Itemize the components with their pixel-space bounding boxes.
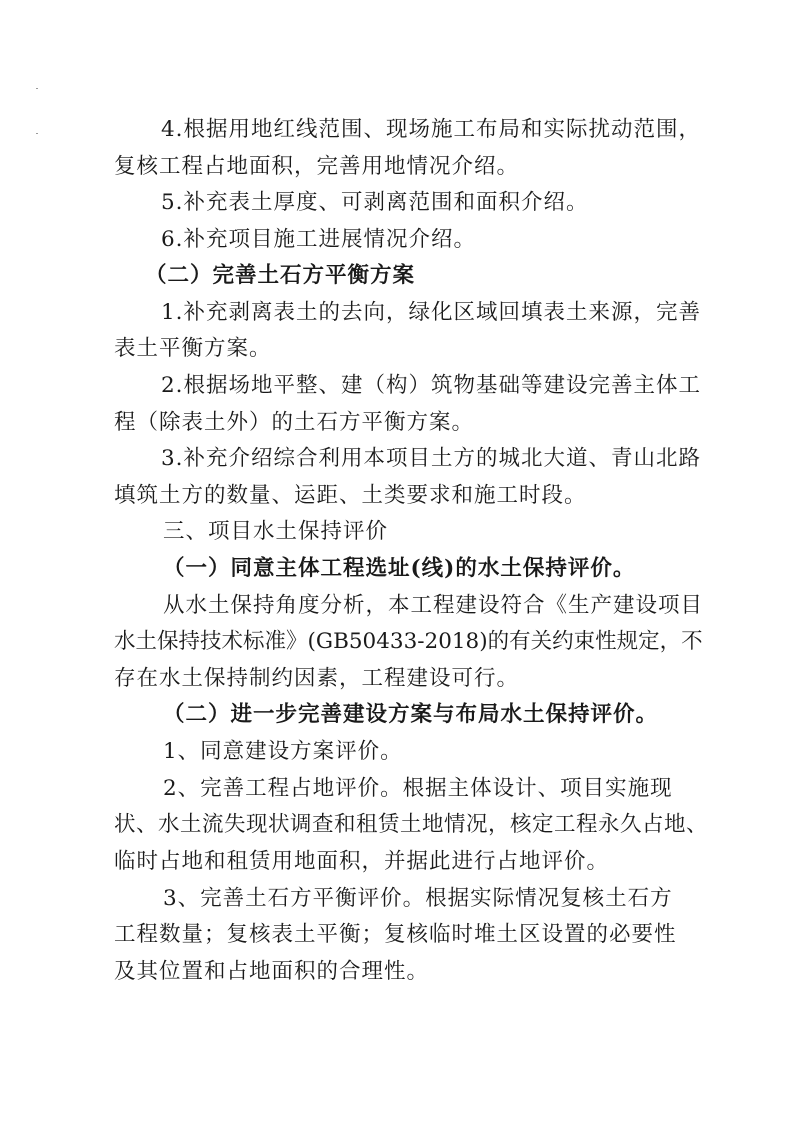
section-heading: （二）完善土石方平衡方案 [145, 263, 416, 288]
text-line: 程（除表土外）的土石方平衡方案。 [114, 410, 475, 435]
scan-mark [36, 88, 38, 89]
text-line: 水土保持技术标准》(GB50433-2018)的有关约束性规定，不 [114, 629, 703, 654]
section-heading: （一）同意主体工程选址(线)的水土保持评价。 [163, 556, 636, 581]
text-line: 状、水土流失现状调查和租赁土地情况，核定工程永久占地、 [114, 812, 709, 837]
text-line: 6.补充项目施工进展情况介绍。 [161, 227, 477, 252]
text-line: 复核工程占地面积，完善用地情况介绍。 [114, 154, 520, 179]
text-line: 2、完善工程占地评价。根据主体设计、项目实施现 [163, 776, 673, 801]
text-line: 5.补充表土厚度、可剥离范围和面积介绍。 [161, 190, 589, 215]
text-line: 从水土保持角度分析，本工程建设符合《生产建设项目 [163, 593, 704, 618]
text-line: 及其位置和占地面积的合理性。 [114, 959, 430, 984]
section-heading: （二）进一步完善建设方案与布局水土保持评价。 [163, 702, 659, 727]
text-line: 1.补充剥离表土的去向，绿化区域回填表土来源，完善 [161, 300, 702, 325]
text-line: 4.根据用地红线范围、现场施工布局和实际扰动范围， [161, 117, 702, 142]
text-line: 存在水土保持制约因素，工程建设可行。 [114, 666, 520, 691]
text-line: 1、同意建设方案评价。 [163, 739, 403, 764]
text-line: 表土平衡方案。 [114, 336, 272, 361]
text-line: 填筑土方的数量、运距、土类要求和施工时段。 [114, 483, 587, 508]
scan-mark [36, 133, 38, 134]
text-line: 3、完善土石方平衡评价。根据实际情况复核土石方 [163, 886, 673, 911]
text-line: 2.根据场地平整、建（构）筑物基础等建设完善主体工 [161, 373, 702, 398]
text-line: 3.补充介绍综合利用本项目土方的城北大道、青山北路 [161, 446, 702, 471]
text-line: 工程数量；复核表土平衡；复核临时堆土区设置的必要性 [114, 922, 677, 947]
text-line: 临时占地和租赁用地面积，并据此进行占地评价。 [114, 849, 610, 874]
section-heading: 三、项目水土保持评价 [163, 519, 389, 544]
